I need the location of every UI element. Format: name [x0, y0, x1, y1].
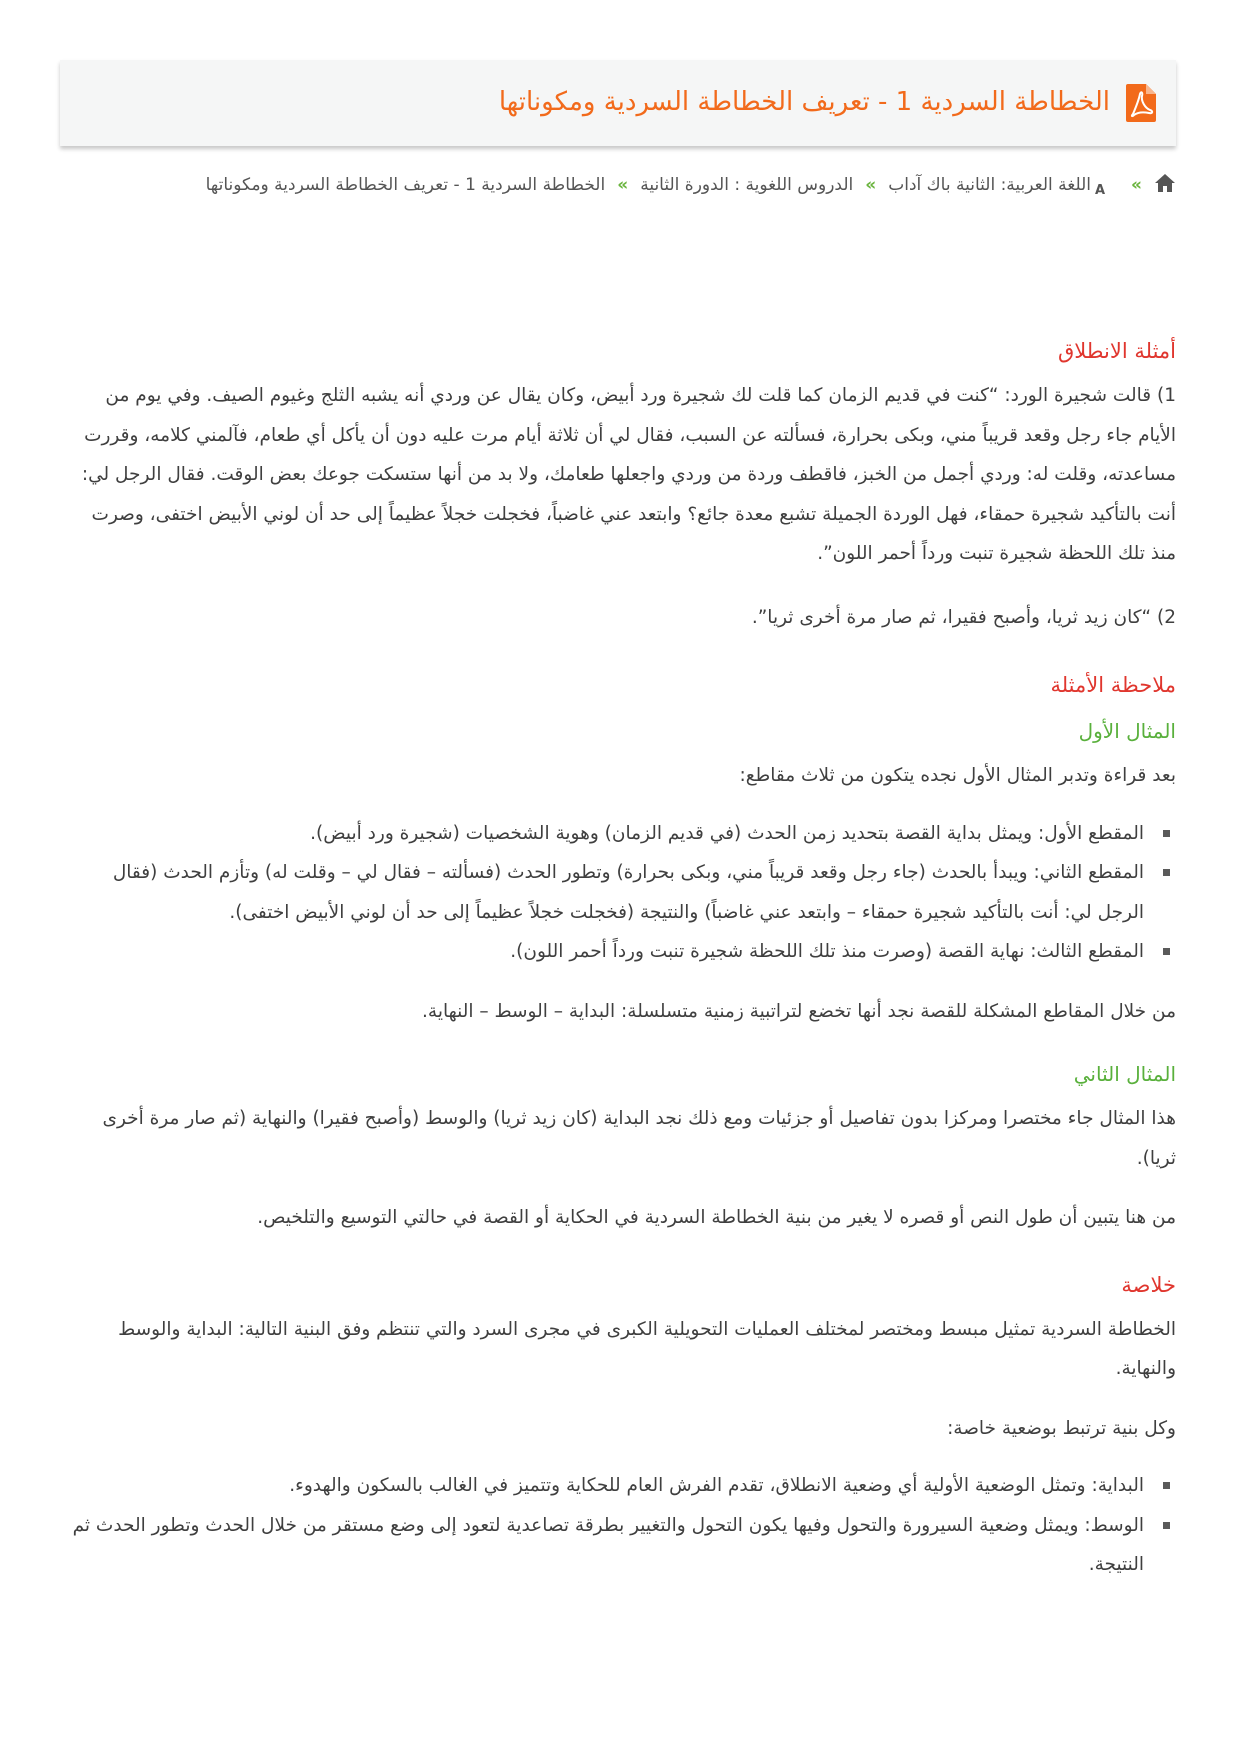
title-bar — [60, 60, 1176, 146]
article-body — [64, 336, 1176, 1585]
list-item-text: المقطع الثاني: ويبدأ بالحدث (جاء رجل وقعد قريباً مني، وبكى بحرارة) وتطور الحدث (فسألته – فقال لي – وقلت له) وتأزم الحدث (فقال الرجل لي: أنت بالتأكيد شجيرة حمقاء – وابتعد عني غاضباً) والنتيجة (فخجلت خجلاً عظيماً إلى حد أن لوني الأبيض اختفى). — [112, 862, 1144, 923]
breadcrumb-separator: » — [1131, 175, 1142, 195]
translate-icon — [1093, 173, 1119, 195]
segments-list — [64, 814, 1176, 972]
pdf-icon — [1126, 84, 1156, 122]
list-item-text: المقطع الأول: ويمثل بداية القصة بتحديد زمن الحدث (في قديم الزمان) وهوية الشخصيات (شجيرة ورد أبيض). — [310, 822, 1144, 844]
heading-starting-examples: أمثلة الانطلاق — [1057, 339, 1176, 363]
breadcrumb-link-arabic[interactable]: اللغة العربية: الثانية باك آداب — [888, 175, 1092, 195]
structure-list — [64, 1466, 1176, 1585]
bullet-icon — [1163, 1482, 1170, 1489]
heading-first-example: المثال الأول — [1078, 719, 1176, 743]
bullet-icon — [1163, 948, 1170, 955]
breadcrumb-separator: » — [617, 175, 629, 195]
list-item-text: المقطع الثالث: نهاية القصة (وصرت منذ تلك اللحظة شجيرة تنبت ورداً أحمر اللون). — [510, 941, 1144, 962]
breadcrumb-separator: » — [865, 175, 877, 195]
svg-text:A: A — [1094, 183, 1106, 195]
example-one-text: 1) قالت شجيرة الورد: “كنت في قديم الزمان كما قلت لك شجيرة ورد أبيض، وكان يقال عن وردي أنه يشبه الثلج وغيوم الصيف. وفي يوم من الأيام جاء رجل وقعد قريباً مني، وبكى بحرارة، فسألته عن السبب، فقال لي أن ثلاثة أيام مرت عليه دون أن يأكل أي طعام، فآلمني كلامه، وقررت مساعدته، وقلت له: وردي أجمل من الخبز، فاقطف وردة من وردي واجعلها طعامك، ولا بد من أنها ستسكت جوعك بعض الوقت. فقال الرجل لي: أنت بالتأكيد شجيرة حمقاء، فهل الوردة الجميلة تشبع معدة جائع؟ وابتعد عني غاضباً، فخجلت خجلاً عظيماً إلى حد أن لوني الأبيض اختفى، وصرت منذ تلك اللحظة شجيرة تنبت ورداً أحمر اللون”. — [81, 385, 1176, 564]
breadcrumb-link-lessons[interactable]: الدروس اللغوية : الدورة الثانية — [640, 175, 854, 195]
second-example-conclusion: من هنا يتبين أن طول النص أو قصره لا يغير من بنية الخطاطة السردية في الحكاية أو القصة في حالتي التوسيع والتلخيص. — [257, 1207, 1176, 1228]
list-item — [64, 932, 1144, 972]
heading-second-example: المثال الثاني — [1073, 1062, 1176, 1086]
home-icon[interactable] — [1154, 173, 1176, 193]
list-item-text: البداية: وتمثل الوضعية الأولية أي وضعية الانطلاق، تقدم الفرش العام للحكاية وتتميز في الغالب بالسكون والهدوء. — [289, 1475, 1144, 1496]
summary-intro: وكل بنية ترتبط بوضعية خاصة: — [947, 1417, 1176, 1439]
bullet-icon — [1163, 1522, 1170, 1529]
example-two-text: 2) “كان زيد ثريا، وأصبح فقيرا، ثم صار مرة أخرى ثريا”. — [751, 606, 1176, 628]
list-item-text: الوسط: ويمثل وضعية السيرورة والتحول وفيها يكون التحول والتغيير بطرقة تصاعدية لتعود إلى وضع مستقر من خلال الحدث وتطور الحدث ثم النتيجة. — [72, 1514, 1144, 1575]
first-example-intro: بعد قراءة وتدبر المثال الأول نجده يتكون من ثلاث مقاطع: — [739, 765, 1176, 786]
list-item — [64, 853, 1144, 932]
summary-text: الخطاطة السردية تمثيل مبسط ومختصر لمختلف العمليات التحويلية الكبرى في مجرى السرد والتي تنتظم وفق البنية التالية: البداية والوسط والنهاية. — [118, 1318, 1176, 1379]
heading-summary: خلاصة — [1121, 1272, 1176, 1297]
bullet-icon — [1163, 869, 1170, 876]
list-item — [64, 1466, 1144, 1506]
list-item — [64, 1506, 1144, 1585]
breadcrumb — [146, 166, 1176, 204]
list-item — [64, 814, 1144, 854]
second-example-text: هذا المثال جاء مختصرا ومركزا بدون تفاصيل أو جزئيات ومع ذلك نجد البداية (كان زيد ثريا) والوسط (وأصبح فقيرا) والنهاية (ثم صار مرة أخرى ثريا). — [102, 1108, 1176, 1169]
heading-examples-observation: ملاحظة الأمثلة — [1050, 673, 1176, 697]
bullet-icon — [1163, 830, 1170, 837]
page-title: الخطاطة السردية 1 - تعريف الخطاطة السردية ومكوناتها — [498, 87, 1110, 118]
breadcrumb-current: الخطاطة السردية 1 - تعريف الخطاطة السردية ومكوناتها — [205, 175, 606, 195]
first-example-conclusion: من خلال المقاطع المشكلة للقصة نجد أنها تخضع لتراتبية زمنية متسلسلة: البداية – الوسط – النهاية. — [422, 1000, 1176, 1022]
